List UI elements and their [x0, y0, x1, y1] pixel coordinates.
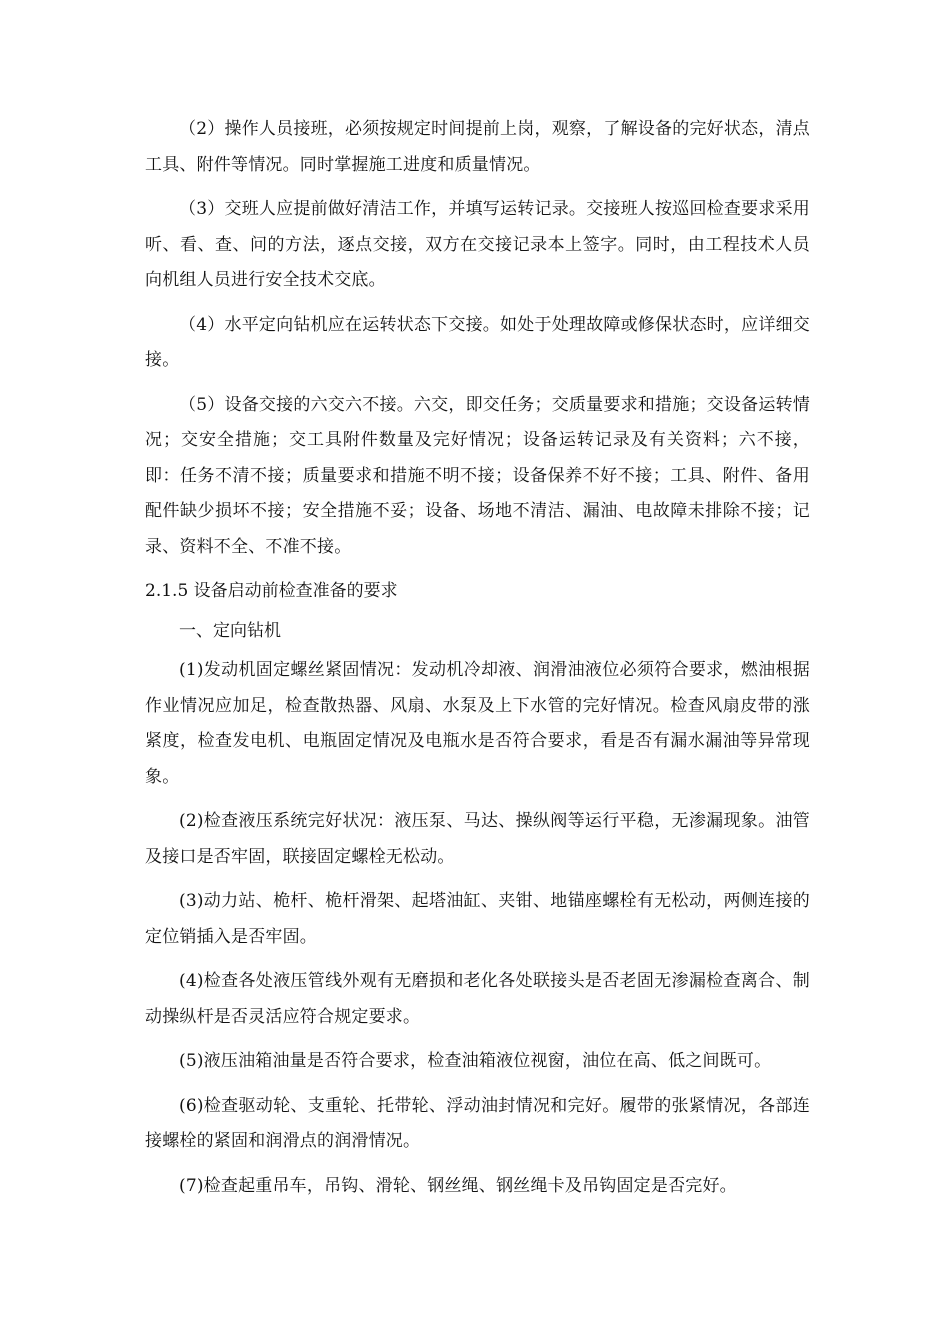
paragraph-handover-5: （5）设备交接的六交六不接。六交，即交任务；交质量要求和措施；交设备运转情况；交安全措施；交工具附件数量及完好情况；设备运转记录及有关资料；六不接，即：任务不清不接；质量要求和措施不明不接；设备保养不好不接；工具、附件、备用配件缺少损坏不接；安全措施不妥；设备、场地不清洁、漏油、电故障未排除不接；记录、资料不全、不准不接。 [145, 394, 810, 557]
document-page [145, 112, 810, 1213]
paragraph-handover-2: （2）操作人员接班，必须按规定时间提前上岗，观察，了解设备的完好状态，清点工具、附件等情况。同时掌握施工进度和质量情况。 [145, 119, 810, 175]
paragraph-check-7: (7)检查起重吊车，吊钩、滑轮、钢丝绳、钢丝绳卡及吊钩固定是否完好。 [179, 1175, 737, 1196]
section-heading: 2.1.5 设备启动前检查准备的要求 [145, 581, 398, 601]
paragraph-check-4: (4)检查各处液压管线外观有无磨损和老化各处联接头是否老固无渗漏检查离合、制动操纵杆是否灵活应符合规定要求。 [145, 971, 810, 1027]
paragraph-handover-4: （4）水平定向钻机应在运转状态下交接。如处于处理故障或修保状态时，应详细交接。 [145, 314, 810, 370]
paragraph-check-1: (1)发动机固定螺丝紧固情况：发动机冷却液、润滑油液位必须符合要求，燃油根据作业情况应加足，检查散热器、风扇、水泵及上下水管的完好情况。检查风扇皮带的涨紧度，检查发电机、电瓶固定情况及电瓶水是否符合要求，看是否有漏水漏油等异常现象。 [145, 660, 810, 787]
paragraph-check-3: (3)动力站、桅杆、桅杆滑架、起塔油缸、夹钳、地锚座螺栓有无松动，两侧连接的定位销插入是否牢固。 [145, 891, 810, 947]
paragraph-handover-3: （3）交班人应提前做好清洁工作，并填写运转记录。交接班人按巡回检查要求采用听、看、查、问的方法，逐点交接，双方在交接记录本上签字。同时，由工程技术人员向机组人员进行安全技术交底。 [145, 199, 810, 290]
paragraph-check-5: (5)液压油箱油量是否符合要求，检查油箱液位视窗，油位在高、低之间既可。 [179, 1051, 772, 1071]
subsection-heading: 一、定向钻机 [179, 620, 281, 641]
paragraph-check-6: (6)检查驱动轮、支重轮、托带轮、浮动油封情况和完好。履带的张紧情况，各部连接螺栓的紧固和润滑点的润滑情况。 [145, 1095, 810, 1151]
paragraph-check-2: (2)检查液压系统完好状况：液压泵、马达、操纵阀等运行平稳，无渗漏现象。油管及接口是否牢固，联接固定螺栓无松动。 [145, 811, 810, 867]
